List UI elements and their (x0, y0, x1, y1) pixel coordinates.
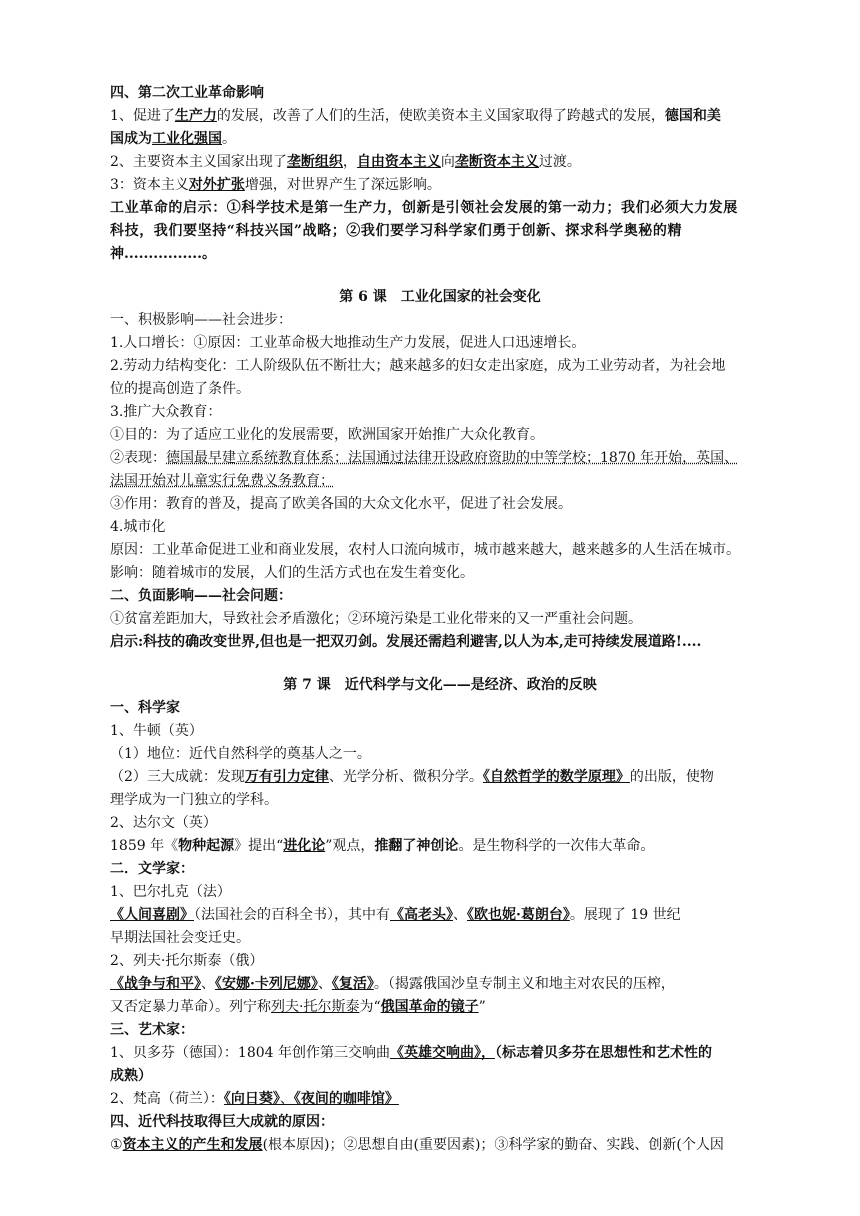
paragraph-line (110, 447, 770, 469)
paragraph-line: （1）地位：近代自然科学的奠基人之一。 (110, 746, 371, 762)
subheading: 二、负面影响——社会问题： (110, 588, 292, 604)
paragraph-line: ①目的：为了适应工业化的发展需要，欧洲国家开始推广大众化教育。 (110, 427, 544, 443)
paragraph-line (110, 996, 770, 1018)
text: 的出版，使物 (629, 769, 714, 785)
lesson-7-title: 第 7 课 近代科学与文化——是经济、政治的反映 (283, 677, 597, 693)
paragraph-line: 位的提高创造了条件。 (110, 381, 250, 397)
paragraph-line: 1.人口增长：①原因：工业革命极大地推动生产力发展，促进人口迅速增长。 (110, 335, 586, 351)
key-term: 《向日葵》 (223, 1091, 280, 1107)
paragraph-line (110, 174, 770, 196)
key-term: 物种起源 (178, 838, 235, 854)
paragraph-line: 影响：随着城市的发展，人们的生活方式也在发生着变化。 (110, 565, 474, 581)
paragraph-line (110, 1088, 770, 1110)
text: （2）三大成就：发现 (110, 769, 245, 785)
key-term: 德国和美 (664, 108, 721, 124)
insight-line: 科技，我们要坚持“科技兴国”战略；②我们要学习科学家们勇于创新、探求科学奥秘的精 (110, 223, 683, 239)
key-term: 垄断组织 (286, 154, 343, 170)
text: 增强，对世界产生了深远影响。 (244, 177, 441, 193)
text: ”观点， (325, 838, 375, 854)
paragraph-line (110, 766, 770, 788)
text: 为“ (359, 999, 381, 1015)
paragraph-line (110, 128, 770, 150)
text: 、 (453, 907, 467, 923)
underlined-text: 列夫·托尔斯泰 (271, 999, 360, 1015)
text: (根本原因)；②思想自由(重要因素)；③科学家的勤奋、实践、创新(个人因 (262, 1137, 724, 1153)
text: 、 (317, 976, 332, 992)
key-term: 俄国革命的镜子 (380, 999, 479, 1015)
text: 。（揭露俄国沙皇专制主义和地主对农民的压榨， (373, 976, 675, 992)
key-term: 进化论 (283, 838, 326, 854)
key-term: 对外扩张 (188, 177, 245, 193)
text: 1、促进了 (110, 108, 175, 124)
paragraph-line (110, 973, 770, 995)
text: 3：资本主义 (110, 177, 189, 193)
paragraph-line: 1、牛顿（英） (110, 723, 203, 739)
dotted-underline-text: 法国开始对儿童实行免费义务教育； (110, 473, 334, 489)
paragraph-line: 3.推广大众教育： (110, 404, 222, 420)
section-heading-industrial-revolution: 四、第二次工业革命影响 (110, 85, 264, 101)
text: 2、梵高（荷兰）： (110, 1091, 224, 1107)
text: 过渡。 (538, 154, 581, 170)
text: 。 (222, 131, 236, 147)
text: 。是生物科学的一次伟大革命。 (458, 838, 655, 854)
insight-line: 工业革命的启示：①科学技术是第一生产力，创新是引领社会发展的第一动力；我们必须大力发展 (110, 200, 738, 216)
paragraph-line (110, 904, 770, 926)
key-term: 《复活》 (331, 976, 374, 992)
text: 2、主要资本主义国家出现了 (110, 154, 287, 170)
text: （法国社会的百科全书），其中有 (194, 907, 390, 923)
key-term: 推翻了神创论 (374, 838, 459, 854)
paragraph-line: 早期法国社会变迁史。 (110, 930, 250, 946)
paragraph-line (110, 105, 770, 127)
key-term: 自由资本主义 (356, 154, 441, 170)
insight-line: 启示:科技的确改变世界,但也是一把双刃剑。发展还需趋利避害,以人为本,走可持续发展道路!.... (110, 634, 702, 650)
key-term: 万有引力定律 (244, 769, 329, 785)
paragraph-line: 2、列夫·托尔斯泰（俄） (110, 953, 264, 969)
text: 1859 年《 (110, 838, 179, 854)
subheading: 一、积极影响——社会进步： (110, 312, 292, 328)
text: 》提出“ (234, 838, 284, 854)
key-term: 国成为 (110, 131, 152, 147)
paragraph-line (110, 470, 770, 492)
paragraph-line: 4.城市化 (110, 519, 166, 535)
paragraph-line: 成熟） (110, 1068, 152, 1084)
key-term: 《安娜·卡列尼娜》 (215, 976, 318, 992)
text: ” (478, 999, 486, 1015)
paragraph-line: ①贫富差距加大，导致社会矛盾激化；②环境污染是工业化带来的又一严重社会问题。 (110, 611, 642, 627)
subheading: 三、艺术家： (110, 1022, 194, 1038)
text: ， (342, 154, 357, 170)
paragraph-line (110, 835, 770, 857)
paragraph-line: 2、达尔文（英） (110, 815, 217, 831)
subheading: 一、科学家 (110, 700, 180, 716)
text: 、 (279, 1091, 294, 1107)
paragraph-line: 2.劳动力结构变化：工人阶级队伍不断壮大；越来越多的妇女走出家庭，成为工业劳动者，为社会地 (110, 358, 726, 374)
text: 向 (440, 154, 455, 170)
key-term: （标志着贝多芬在思想性和艺术性的 (495, 1045, 712, 1061)
text: 。展现了 19 世纪 (569, 907, 681, 923)
key-term: 工业化强国 (152, 131, 222, 147)
key-term: 《欧也妮·葛朗台》 (467, 907, 570, 923)
subheading: 二．文学家： (110, 861, 194, 877)
text: 、光学分析、微积分学。 (328, 769, 483, 785)
paragraph-line: ③作用：教育的普及，提高了欧美各国的大众文化水平，促进了社会发展。 (110, 496, 572, 512)
paragraph-line (110, 1042, 770, 1064)
lesson-6-title: 第 6 课 工业化国家的社会变化 (339, 289, 541, 305)
text: 1、贝多芬（德国）：1804 年创作第三交响曲 (110, 1045, 390, 1061)
paragraph-line: 原因：工业革命促进工业和商业发展，农村人口流向城市，城市越来越大，越来越多的人生活在城市。 (110, 542, 740, 558)
key-term: 资本主义的产生和发展 (122, 1137, 263, 1153)
subheading: 四、近代科技取得巨大成就的原因： (110, 1114, 334, 1130)
paragraph-line (110, 151, 770, 173)
text: 、 (201, 976, 215, 992)
dotted-underline-text: 德国最早建立系统教育体系；法国通过法律开设政府资助的中等学校；1870 年开始，英国、 (166, 450, 739, 466)
key-term: 《人间喜剧》 (110, 907, 194, 923)
text: 又否定暴力革命）。列宁称 (110, 999, 271, 1015)
key-term: 《英雄交响曲》， (390, 1045, 495, 1061)
paragraph-line (110, 1134, 770, 1156)
key-term: 《高老头》 (390, 907, 453, 923)
key-term: 《夜间的咖啡馆》 (293, 1091, 399, 1107)
key-term: 垄断资本主义 (454, 154, 539, 170)
text: ②表现： (110, 450, 166, 466)
key-term: 《自然哲学的数学原理》 (482, 769, 630, 785)
key-term: 《战争与和平》 (110, 976, 201, 992)
text: 的发展，改善了人们的生活，使欧美资本主义国家取得了跨越式的发展， (216, 108, 665, 124)
paragraph-line: 理学成为一门独立的学科。 (110, 792, 278, 808)
insight-line: 神................。 (110, 246, 216, 262)
key-term: 生产力 (174, 108, 217, 124)
text: ① (110, 1137, 123, 1153)
paragraph-line: 1、巴尔扎克（法） (110, 884, 231, 900)
